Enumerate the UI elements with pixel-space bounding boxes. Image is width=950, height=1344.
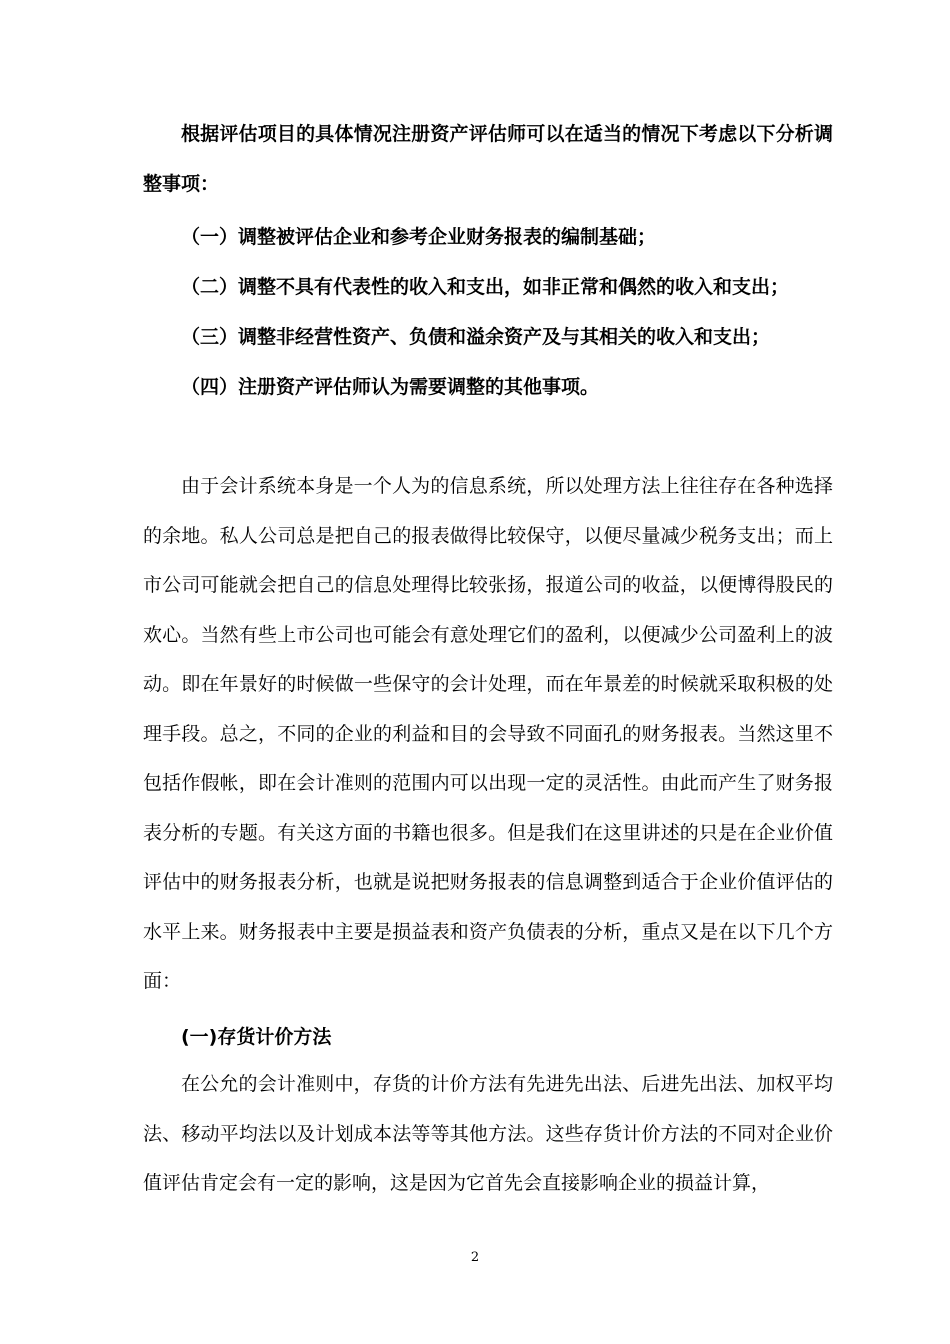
body-paragraph-1: 由于会计系统本身是一个人为的信息系统，所以处理方法上往往存在各种选择的余地。私人公司总是把自己的报表做得比较保守，以便尽量减少税务支出；而上市公司可能就会把自己的信息处理得比较张扬，报道公司的收益，以便博得股民的欢心。当然有些上市公司也可能会有意处理它们的盈利，以便减少公司盈利上的波动。即在年景好的时候做一些保守的会计处理，而在年景差的时候就采取积极的处理手段。总之，不同的企业的利益和目的会导致不同面孔的财务报表。当然这里不包括作假帐，即在会计准则的范围内可以出现一定的灵活性。由此而产生了财务报表分析的专题。有关这方面的书籍也很多。但是我们在这里讲述的只是在企业价值评估中的财务报表分析，也就是说把财务报表的信息调整到适合于企业价值评估的水平上来。财务报表中主要是损益表和资产负债表的分析，重点又是在以下几个方面： [143,475,833,992]
intro-paragraph: 根据评估项目的具体情况注册资产评估师可以在适当的情况下考虑以下分析调整事项： [143,123,833,195]
list-item-2: （二）调整不具有代表性的收入和支出，如非正常和偶然的收入和支出； [181,276,790,298]
body-paragraph-2: 在公允的会计准则中，存货的计价方法有先进先出法、后进先出法、加权平均法、移动平均法以及计划成本法等等其他方法。这些存货计价方法的不同对企业价值评估肯定会有一定的影响，这是因为它首先会直接影响企业的损益计算， [143,1073,833,1194]
list-item-1: （一）调整被评估企业和参考企业财务报表的编制基础； [181,226,657,248]
section-heading: (一)存货计价方法 [181,1026,332,1048]
list-item-3: （三）调整非经营性资产、负债和溢余资产及与其相关的收入和支出； [181,326,771,348]
page-number: 2 [470,1250,480,1265]
list-item-4: （四）注册资产评估师认为需要调整的其他事项。 [181,376,600,398]
